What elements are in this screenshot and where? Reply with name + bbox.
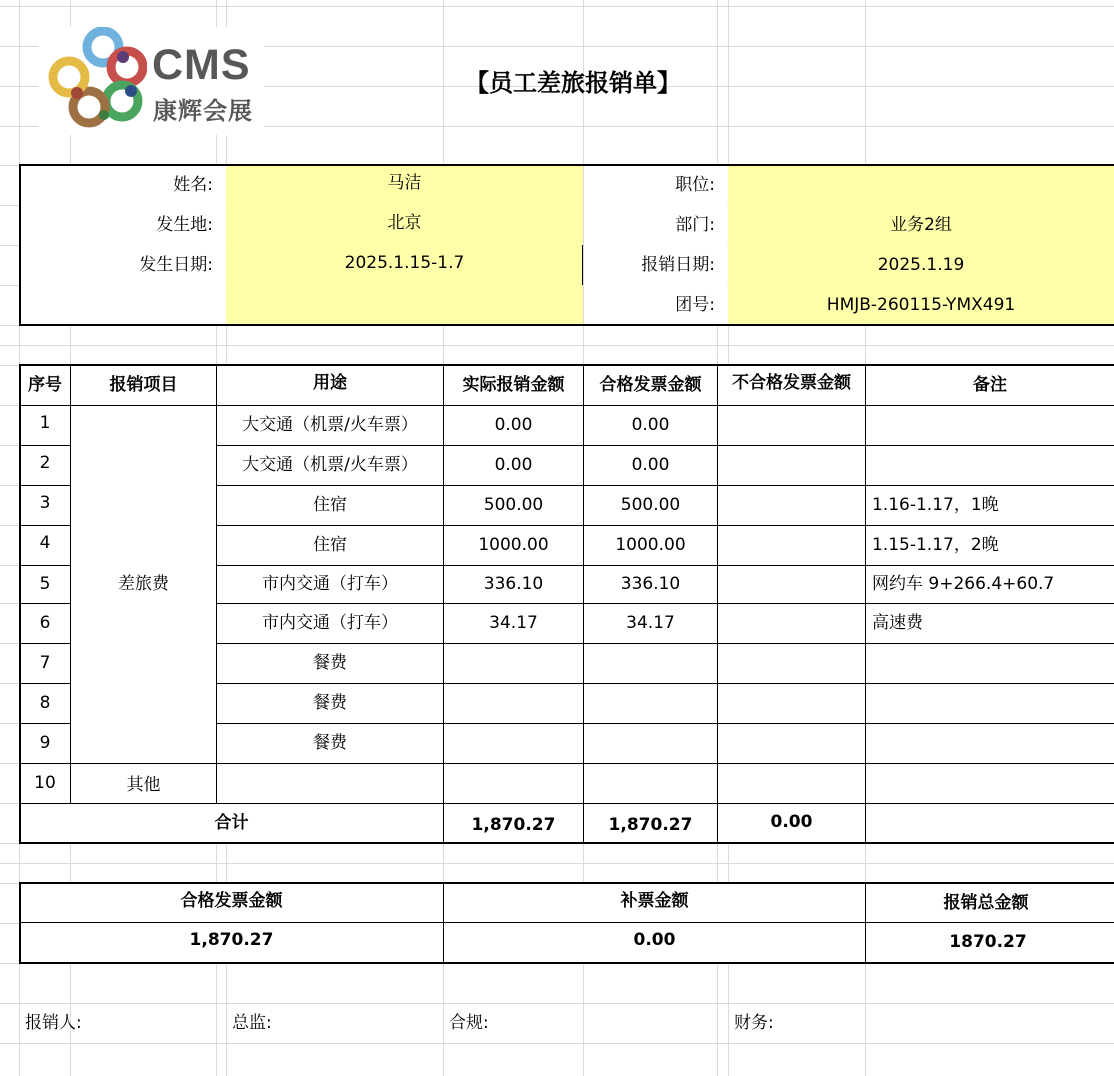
header-qualified: 合格发票金额 — [599, 375, 702, 395]
table-row-no: 8 — [39, 693, 51, 713]
row-actual[interactable]: 500.00 — [483, 495, 544, 515]
row-qualified[interactable] — [584, 684, 717, 723]
row-unqualified[interactable] — [718, 446, 865, 485]
claim-date-label: 报销日期: — [641, 255, 715, 275]
row-note[interactable] — [866, 764, 1114, 803]
row-use[interactable]: 大交通（机票/火车票） — [242, 455, 418, 475]
logo-brand: CMS — [152, 41, 251, 89]
date-label: 发生日期: — [139, 255, 213, 275]
row-qualified[interactable] — [584, 724, 717, 763]
total-actual: 1,870.27 — [471, 814, 556, 835]
dept-value[interactable]: 业务2组 — [890, 215, 952, 235]
row-note[interactable] — [866, 406, 1114, 445]
row-actual[interactable]: 336.10 — [483, 574, 544, 594]
table-row-no: 1 — [39, 413, 51, 433]
row-unqualified[interactable] — [718, 406, 865, 445]
summary-total-label: 报销总金额 — [943, 892, 1029, 913]
group-label: 团号: — [675, 294, 715, 315]
table-row-no: 2 — [39, 453, 51, 473]
row-use[interactable]: 餐费 — [313, 693, 347, 713]
row-use[interactable]: 餐费 — [313, 733, 347, 753]
table-row-no: 9 — [39, 733, 51, 753]
category-other[interactable]: 其他 — [126, 774, 161, 795]
row-unqualified[interactable] — [718, 604, 865, 643]
group-value[interactable]: HMJB-260115-YMX491 — [826, 294, 1016, 315]
row-unqualified[interactable] — [718, 684, 865, 723]
row-unqualified[interactable] — [718, 644, 865, 683]
row-actual[interactable]: 1000.00 — [478, 535, 549, 555]
total-label: 合计 — [214, 812, 249, 833]
summary-qualified-label: 合格发票金额 — [180, 890, 283, 911]
header-use: 用途 — [313, 373, 347, 393]
row-unqualified[interactable] — [718, 526, 865, 565]
row-unqualified[interactable] — [718, 764, 865, 803]
location-label: 发生地: — [156, 215, 213, 235]
name-value[interactable]: 马洁 — [387, 173, 422, 193]
signature-director: 总监: — [232, 1013, 272, 1033]
row-actual[interactable]: 34.17 — [489, 613, 538, 633]
row-note[interactable] — [866, 684, 1114, 723]
row-use[interactable]: 餐费 — [313, 653, 347, 673]
row-qualified[interactable]: 1000.00 — [615, 535, 686, 555]
row-qualified[interactable]: 336.10 — [620, 574, 681, 594]
flower-ring-logo-icon — [47, 27, 147, 135]
header-actual: 实际报销金额 — [462, 375, 565, 395]
summary-supplement-label: 补票金额 — [620, 890, 689, 911]
row-note[interactable]: 1.16-1.17，1晚 — [872, 495, 999, 515]
row-note[interactable]: 网约车 9+266.4+60.7 — [872, 574, 1055, 594]
table-row-no: 6 — [39, 613, 51, 633]
row-qualified[interactable]: 0.00 — [631, 415, 670, 435]
total-note — [866, 804, 1114, 842]
row-qualified[interactable]: 34.17 — [626, 613, 675, 633]
date-value[interactable]: 2025.1.15-1.7 — [344, 253, 465, 273]
row-actual[interactable] — [444, 644, 583, 683]
header-unqualified: 不合格发票金额 — [732, 373, 851, 393]
row-note[interactable] — [866, 644, 1114, 683]
position-value[interactable] — [728, 166, 1114, 205]
row-note[interactable]: 1.15-1.17，2晚 — [872, 535, 999, 555]
summary-supplement-value: 0.00 — [633, 930, 676, 950]
row-note[interactable] — [866, 446, 1114, 485]
signature-claimant: 报销人: — [25, 1013, 82, 1033]
row-actual[interactable] — [444, 764, 583, 803]
category-travel[interactable]: 差旅费 — [118, 574, 169, 594]
row-qualified[interactable] — [584, 764, 717, 803]
row-unqualified[interactable] — [718, 724, 865, 763]
total-unqualified: 0.00 — [770, 811, 813, 832]
row-use[interactable] — [217, 764, 443, 803]
row-use[interactable]: 住宿 — [313, 535, 347, 555]
row-actual[interactable]: 0.00 — [494, 455, 533, 475]
table-row-no: 5 — [39, 574, 51, 594]
row-note[interactable] — [866, 724, 1114, 763]
row-note[interactable]: 高速费 — [872, 613, 923, 633]
row-qualified[interactable] — [584, 644, 717, 683]
summary-total-value: 1870.27 — [949, 932, 1027, 952]
row-use[interactable]: 大交通（机票/火车票） — [242, 415, 418, 435]
dept-label: 部门: — [675, 215, 715, 235]
row-actual[interactable] — [444, 684, 583, 723]
page-title: 【员工差旅报销单】 — [465, 69, 681, 97]
header-note: 备注 — [973, 375, 1007, 395]
header-item: 报销项目 — [109, 375, 178, 395]
name-label: 姓名: — [173, 175, 213, 195]
summary-qualified-value: 1,870.27 — [189, 930, 274, 950]
row-unqualified[interactable] — [718, 486, 865, 525]
position-label: 职位: — [675, 175, 715, 195]
row-use[interactable]: 市内交通（打车） — [262, 613, 398, 633]
table-row-no: 10 — [34, 773, 56, 793]
row-qualified[interactable]: 500.00 — [620, 495, 681, 515]
table-row-no: 4 — [39, 533, 51, 553]
header-no: 序号 — [28, 375, 62, 395]
signature-finance: 财务: — [734, 1013, 774, 1033]
row-actual[interactable] — [444, 724, 583, 763]
row-actual[interactable]: 0.00 — [494, 415, 533, 435]
signature-compliance: 合规: — [449, 1013, 489, 1033]
row-qualified[interactable]: 0.00 — [631, 455, 670, 475]
claim-date-value[interactable]: 2025.1.19 — [877, 255, 965, 275]
row-use[interactable]: 市内交通（打车） — [262, 574, 398, 594]
location-value[interactable]: 北京 — [387, 213, 422, 233]
logo-brand-cn: 康辉会展 — [153, 97, 253, 125]
table-row-no: 3 — [39, 493, 51, 513]
table-row-no: 7 — [39, 653, 51, 673]
row-use[interactable]: 住宿 — [313, 495, 347, 515]
row-unqualified[interactable] — [718, 566, 865, 603]
total-qualified: 1,870.27 — [608, 814, 693, 835]
